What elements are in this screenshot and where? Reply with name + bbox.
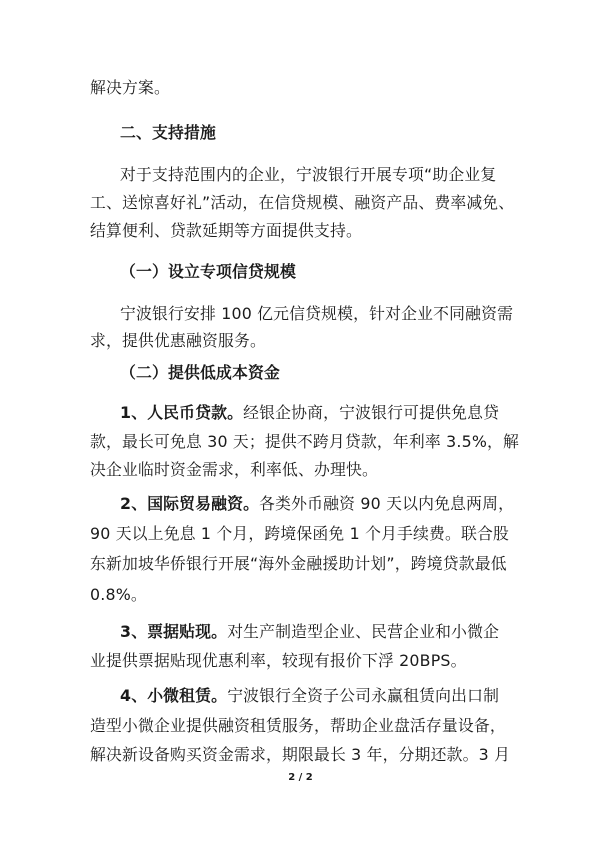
item-text: 对生产制造型企业、民营企业和小微企 [227,622,500,641]
page-number: 2 / 2 [288,772,313,783]
subsection-heading: （一）设立专项信贷规模 [120,262,296,281]
item-title: 3、票据贴现。 [120,622,228,641]
paragraph-line: 对于支持范围内的企业，宁波银行开展专项“助企业复 [120,165,497,184]
paragraph-line: 宁波银行安排 100 亿元信贷规模，针对企业不同融资需 [120,304,514,323]
item-title: 2、国际贸易融资。 [120,494,260,513]
item-text: 各类外币融资 90 天以内免息两周， [259,494,515,513]
section-heading: 二、支持措施 [120,123,216,142]
paragraph-line: 求，提供优惠融资服务。 [90,331,266,350]
item-text: 经银企协商，宁波银行可提供免息贷 [243,403,500,422]
paragraph-line [120,403,540,423]
item-title: 1、人民币贷款。 [120,403,244,422]
item-title: 4、小微租赁。 [120,686,228,705]
paragraph-line: 90 天以上免息 1 个月，跨境保函免 1 个月手续费。联合股 [90,524,510,543]
paragraph-line [120,622,540,642]
paragraph-line: 款，最长可免息 30 天；提供不跨月贷款，年利率 3.5%，解 [90,432,520,451]
subsection-heading: （二）提供低成本资金 [120,363,280,382]
paragraph-line: 东新加坡华侨银行开展“海外金融援助计划”，跨境贷款最低 [90,554,507,573]
paragraph-line: 解决方案。 [90,78,170,97]
paragraph-line: 工、送惊喜好礼”活动，在信贷规模、融资产品、费率减免、 [90,193,515,212]
paragraph-line [120,494,540,514]
paragraph-line: 决企业临时资金需求，利率低、办理快。 [90,460,378,479]
paragraph-line: 业提供票据贴现优惠利率，较现有报价下浮 20BPS。 [90,651,467,670]
paragraph-line: 造型小微企业提供融资租赁服务，帮助企业盘活存量设备， [90,716,506,735]
paragraph-line: 解决新设备购买资金需求，期限最长 3 年，分期还款。3 月 [90,745,511,764]
paragraph-line: 结算便利、贷款延期等方面提供支持。 [90,221,362,240]
item-text: 宁波银行全资子公司永赢租赁向出口制 [227,686,500,705]
paragraph-line [120,686,540,706]
paragraph-line: 0.8%。 [90,585,147,604]
